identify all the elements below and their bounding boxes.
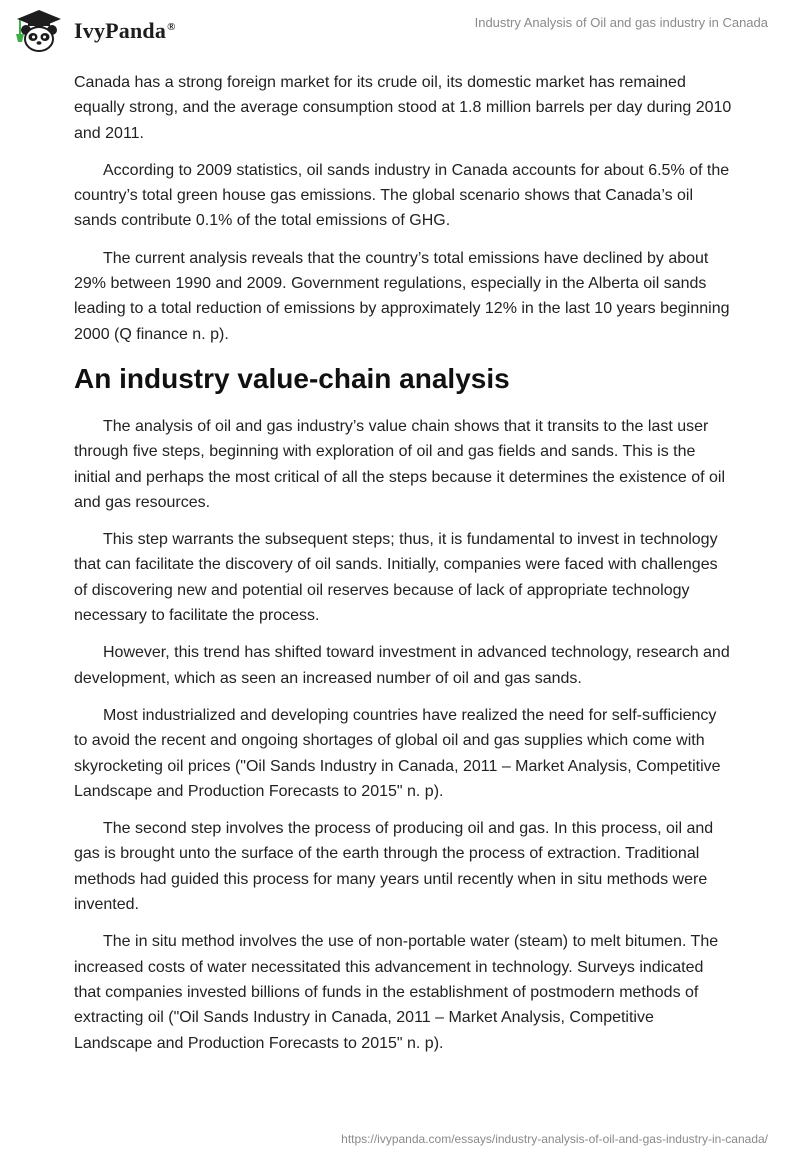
ivypanda-logo[interactable] <box>14 8 176 54</box>
paragraph: According to 2009 statistics, oil sands industry in Canada accounts for about 6.5% of the country’s total green house gas emissions. The global scenario shows that Canada’s oil sands contribute 0.1% of the total emissions of GHG. <box>74 161 730 230</box>
section-heading: An industry value-chain analysis <box>74 362 510 394</box>
registered-mark: ® <box>167 20 176 33</box>
paragraph: The analysis of oil and gas industry’s value chain shows that it transits to the last user through five steps, beginning with exploration of oil and gas fields and sands. This is the initial and perhaps the most critical of all the steps because it determines the existence of oil and gas resources. <box>74 417 726 511</box>
paragraph: Most industrialized and developing countries have realized the need for self-sufficiency to avoid the recent and ongoing shortages of global oil and gas supplies which come with skyrocketing oil prices ("Oil Sands Industry in Canada, 2011 – Market Analysis, Competitive Landscape and Production Forecasts to 2015" n. p). <box>74 706 721 800</box>
essay-content <box>74 70 734 1068</box>
paragraph: The current analysis reveals that the country’s total emissions have declined by about 29% between 1990 and 2009. Government regulations, especially in the Alberta oil sands leading to a total reduction of emissions by approximately 12% in the last 10 years beginning 2000 (Q finance n. p). <box>74 249 730 343</box>
panda-graduate-logo-icon <box>14 8 64 54</box>
paragraph: The second step involves the process of producing oil and gas. In this process, oil and gas is brought unto the surface of the earth through the process of extraction. Traditional methods had guided this process for many years until recently when in situ methods were invented. <box>74 820 714 914</box>
page-header <box>0 0 800 62</box>
brand-text: IvyPanda <box>74 18 167 43</box>
paragraph: Canada has a strong foreign market for its crude oil, its domestic market has remained equally strong, and the average consumption stood at 1.8 million barrels per day during 2010 and 2011. <box>74 74 732 142</box>
paragraph: This step warrants the subsequent steps; thus, it is fundamental to invest in technology that can facilitate the discovery of oil sands. Initially, companies were faced with challenges of discovering new and potential oil reserves because of lack of appropriate technology necessary to facilitate the process. <box>74 531 718 625</box>
source-url-link[interactable]: https://ivypanda.com/essays/industry-analysis-of-oil-and-gas-industry-in-canada/ <box>341 1132 768 1146</box>
paragraph: The in situ method involves the use of non-portable water (steam) to melt bitumen. The increased costs of water necessitated this advancement in technology. Surveys indicated that companies invested billions of funds in the establishment of postmodern methods of extracting oil ("Oil Sands Industry in Canada, 2011 – Market Analysis, Competitive Landscape and Production Forecasts to 2015" n. p). <box>74 933 719 1052</box>
brand-name <box>74 18 176 44</box>
paragraph: However, this trend has shifted toward investment in advanced technology, research and development, which as seen an increased number of oil and gas sands. <box>74 644 730 687</box>
document-title: Industry Analysis of Oil and gas industry in Canada <box>474 15 768 30</box>
